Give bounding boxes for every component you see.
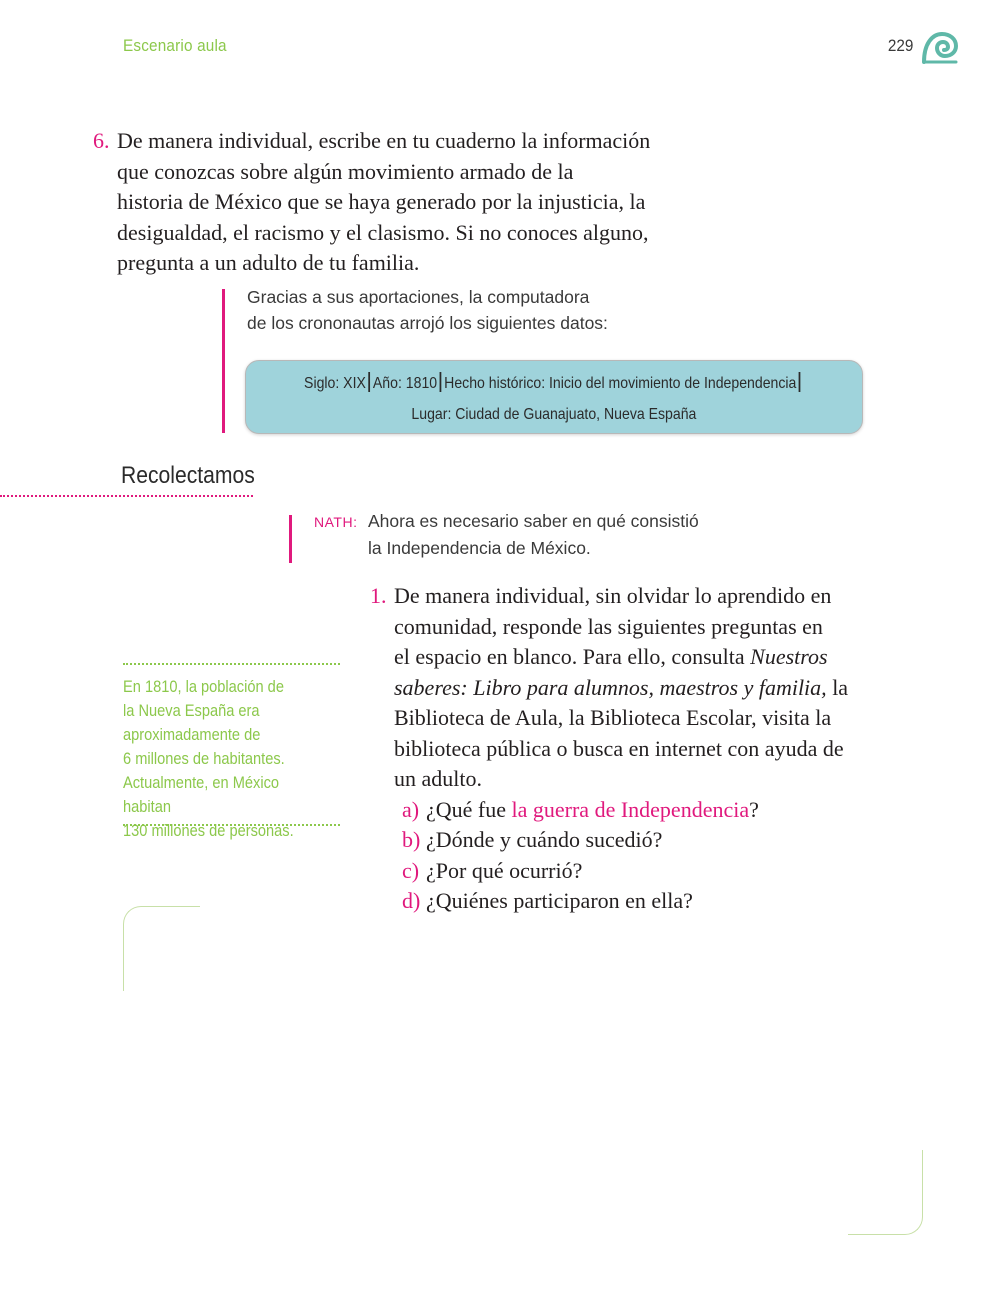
separator (440, 372, 442, 392)
data-line-1 (246, 372, 862, 393)
activity-line: biblioteca pública o busca en internet con ayuda de (394, 735, 844, 761)
note-bar (222, 289, 225, 433)
fact-line: aproximadamente de (123, 725, 261, 744)
activity-line-part: el espacio en blanco. Para ello, consulta (394, 644, 751, 669)
activity-line: De manera individual, sin olvidar lo aprendido en (394, 583, 832, 608)
activity-number: 1. (370, 583, 387, 608)
question-highlight: la guerra de Independencia (511, 796, 750, 822)
nath-label: NATH: (314, 514, 358, 530)
separator (799, 372, 801, 392)
data-lugar: Lugar: Ciudad de Guanajuato, Nueva España (411, 406, 697, 423)
note-text (247, 284, 608, 336)
section-header: Escenario aula (123, 36, 227, 55)
fact-line: En 1810, la población de (123, 677, 284, 696)
book-title: Nuestros (750, 644, 828, 669)
activity-number: 6. (93, 128, 110, 153)
fact-line: 130 millones de personas. (123, 821, 294, 840)
data-siglo: Siglo: XIX (304, 375, 367, 392)
question-item (402, 886, 850, 917)
nath-line: Ahora es necesario saber en qué consistió (368, 511, 699, 531)
activity-line: Biblioteca de Aula, la Biblioteca Escolar, visita la (394, 705, 832, 730)
historical-data-box (245, 360, 863, 434)
activity-line: historia de México que se haya generado por la injusticia, la (117, 189, 646, 214)
section-divider (0, 495, 253, 497)
note-line: Gracias a sus aportaciones, la computadora (247, 287, 590, 307)
fact-line: la Nueva España era (123, 701, 260, 720)
fact-line: 6 millones de habitantes. (123, 749, 285, 768)
question-text: ¿Quiénes participaron en ella? (426, 888, 693, 913)
activity-line-part: la (826, 674, 849, 700)
question-text (426, 797, 759, 822)
activity-line: que conozcas sobre algún movimiento armado de la (117, 158, 574, 184)
nath-line: la Independencia de México. (368, 538, 591, 558)
activity-line (394, 673, 850, 704)
activity-line: un adulto. (394, 766, 482, 791)
book-title: saberes: Libro para alumnos, maestros y familia, (394, 674, 827, 700)
activity-line: desigualdad, el racismo y el clasismo. Si no conoces alguno, (117, 219, 649, 245)
fact-line: Actualmente, en México habitan (123, 773, 280, 816)
question-text: ¿Dónde y cuándo sucedió? (426, 827, 663, 852)
question-part: ? (749, 796, 759, 822)
activity-line (394, 642, 850, 673)
spiral-logo-icon (922, 30, 958, 64)
question-letter: b) (402, 827, 421, 852)
page-number: 229 (887, 36, 913, 55)
fact-text (123, 675, 329, 843)
question-letter: c) (402, 857, 420, 883)
activity-text (394, 581, 850, 795)
fact-box (123, 663, 340, 840)
activity-line: pregunta a un adulto de tu familia. (117, 250, 420, 275)
decorative-corner (123, 906, 200, 991)
question-item (402, 795, 850, 826)
activity-1 (370, 581, 850, 917)
activity-text (117, 126, 653, 279)
question-letter: a) (402, 796, 420, 822)
question-item (402, 825, 850, 856)
data-line-2 (246, 406, 862, 424)
section-title: Recolectamos (121, 462, 255, 489)
activity-line: De manera individual, escribe en tu cuaderno la información (117, 128, 651, 153)
question-item (402, 856, 850, 887)
data-hecho: Hecho histórico: Inicio del movimiento de Independencia (444, 375, 797, 392)
nath-bar (289, 515, 292, 563)
nath-text (368, 508, 699, 562)
decorative-corner (848, 1150, 923, 1235)
question-part: ¿Qué fue (426, 796, 512, 822)
question-text: ¿Por qué ocurrió? (426, 857, 583, 883)
question-letter: d) (402, 888, 421, 913)
data-anio: Año: 1810 (373, 375, 438, 392)
separator (369, 372, 371, 392)
note-line: de los crononautas arrojó los siguientes datos: (247, 313, 608, 333)
activity-line: comunidad, responde las siguientes preguntas en (394, 613, 823, 639)
activity-6 (93, 126, 653, 279)
